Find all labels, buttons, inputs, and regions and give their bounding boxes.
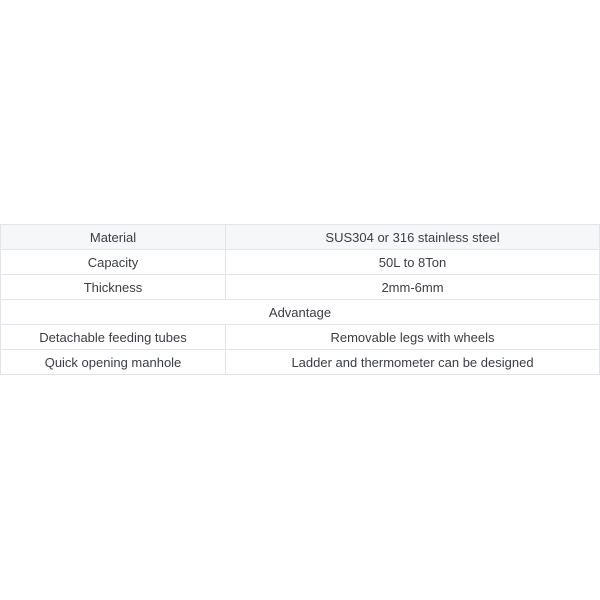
spec-label-manhole: Quick opening manhole bbox=[1, 350, 226, 375]
table-row bbox=[1, 350, 600, 375]
table-row bbox=[1, 325, 600, 350]
product-spec-table bbox=[0, 224, 600, 375]
table-row bbox=[1, 275, 600, 300]
section-header-advantage: Advantage bbox=[1, 300, 600, 325]
table-row bbox=[1, 225, 600, 250]
spec-value-thickness: 2mm-6mm bbox=[226, 275, 600, 300]
table-row bbox=[1, 300, 600, 325]
spec-label-thickness: Thickness bbox=[1, 275, 226, 300]
spec-value-material: SUS304 or 316 stainless steel bbox=[226, 225, 600, 250]
spec-label-capacity: Capacity bbox=[1, 250, 226, 275]
spec-value-manhole: Ladder and thermometer can be designed bbox=[226, 350, 600, 375]
spec-label-material: Material bbox=[1, 225, 226, 250]
spec-value-feeding-tubes: Removable legs with wheels bbox=[226, 325, 600, 350]
spec-label-feeding-tubes: Detachable feeding tubes bbox=[1, 325, 226, 350]
spec-value-capacity: 50L to 8Ton bbox=[226, 250, 600, 275]
table-row bbox=[1, 250, 600, 275]
